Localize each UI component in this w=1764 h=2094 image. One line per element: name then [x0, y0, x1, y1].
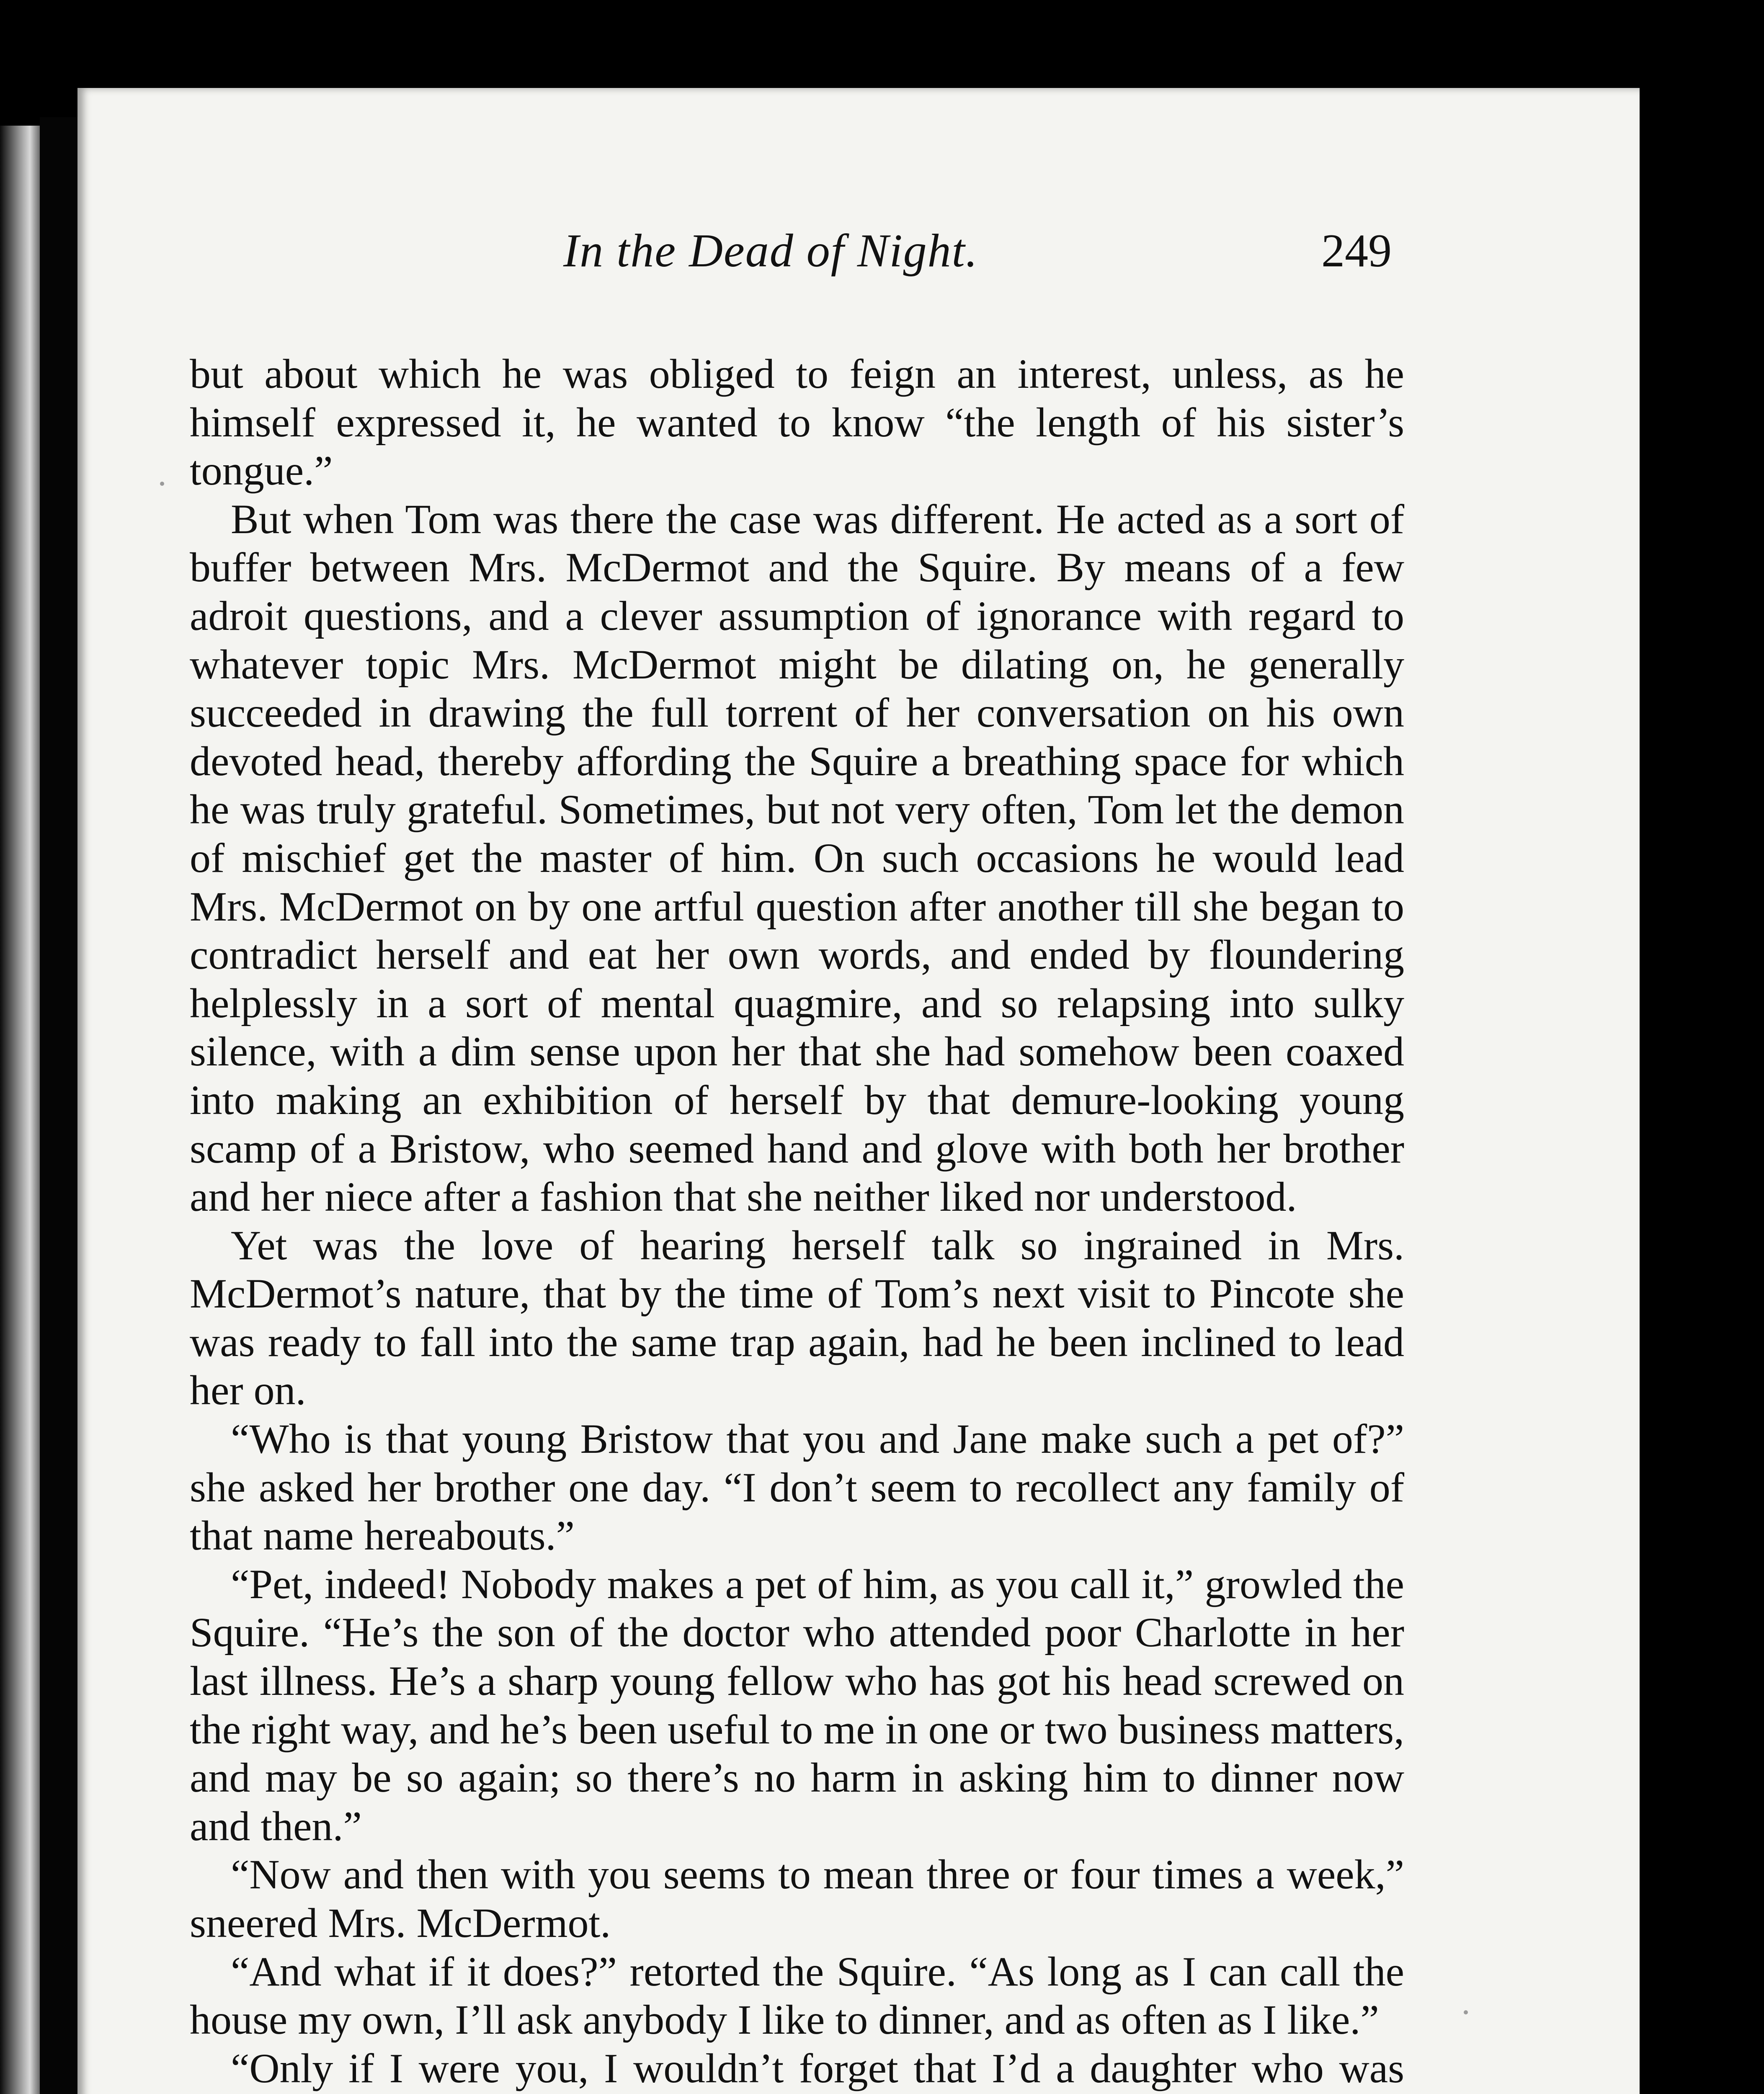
book-gutter: [40, 117, 77, 2094]
paragraph: “Pet, indeed! Nobody makes a pet of him, as you call it,” growled the Squire. “He’s the son of the doctor who attended poor Charlotte in her last illness. He’s a sharp young fellow who has got his head screwed on the right way, and he’s been useful to me in one or two business matters, and may be so again; so there’s no harm in asking him to dinner now and then.”: [190, 1560, 1404, 1849]
book-page: [77, 88, 1640, 2094]
paragraph: “Now and then with you seems to mean three or four times a week,” sneered Mrs. McDermot.: [190, 1851, 1404, 1946]
body-text: [190, 350, 1404, 2094]
page-number: 249: [1321, 225, 1392, 277]
scan-speck: [1464, 2010, 1468, 2014]
paragraph: Yet was the love of hearing herself talk so ingrained in Mrs. McDermot’s nature, that by the time of Tom’s next visit to Pincote she was ready to fall into the same trap again, had he been inclined to lead her on.: [190, 1222, 1404, 1414]
previous-page-edge: [0, 126, 40, 2094]
paragraph: “And what if it does?” retorted the Squire. “As long as I can call the house my own, I’ll ask anybody I like to dinner, and as often as I like.”: [190, 1948, 1404, 2043]
paragraph: “Who is that young Bristow that you and Jane make such a pet of?” she asked her brother one day. “I don’t seem to recollect any family of that name hereabouts.”: [190, 1416, 1404, 1559]
page-header: [77, 207, 1640, 291]
paragraph: but about which he was obliged to feign an interest, unless, as he himself expressed it, he wanted to know “the length of his sister’s tongue.”: [190, 351, 1404, 494]
scan-speck: [160, 482, 164, 486]
paragraph: But when Tom was there the case was different. He acted as a sort of buffer between Mrs. McDermot and the Squire. By means of a few adroit questions, and a clever assumption of ignorance with regard to whatever topic Mrs. McDermot might be dilating on, he generally succeeded in drawing the full torrent of her conversation on his own devoted head, thereby affording the Squire a breathing space for which he was truly grateful. Sometimes, but not very often, Tom let the demon of mischief get the master of him. On such occasions he would lead Mrs. McDermot on by one artful question after another till she began to contradict herself and eat her own words, and ended by floundering helplessly in a sort of mental quagmire, and so relapsing into sulky silence, with a dim sense upon her that she had somehow been coaxed into making an exhibition of herself by that demure-looking young scamp of a Bristow, who seemed hand and glove with both her brother and her niece after a fashion that she neither liked nor understood.: [190, 495, 1404, 1220]
paragraph: “Only if I were you, I wouldn’t forget that I’d a daughter who was: [231, 2045, 1404, 2091]
running-title: In the Dead of Night.: [563, 225, 978, 277]
